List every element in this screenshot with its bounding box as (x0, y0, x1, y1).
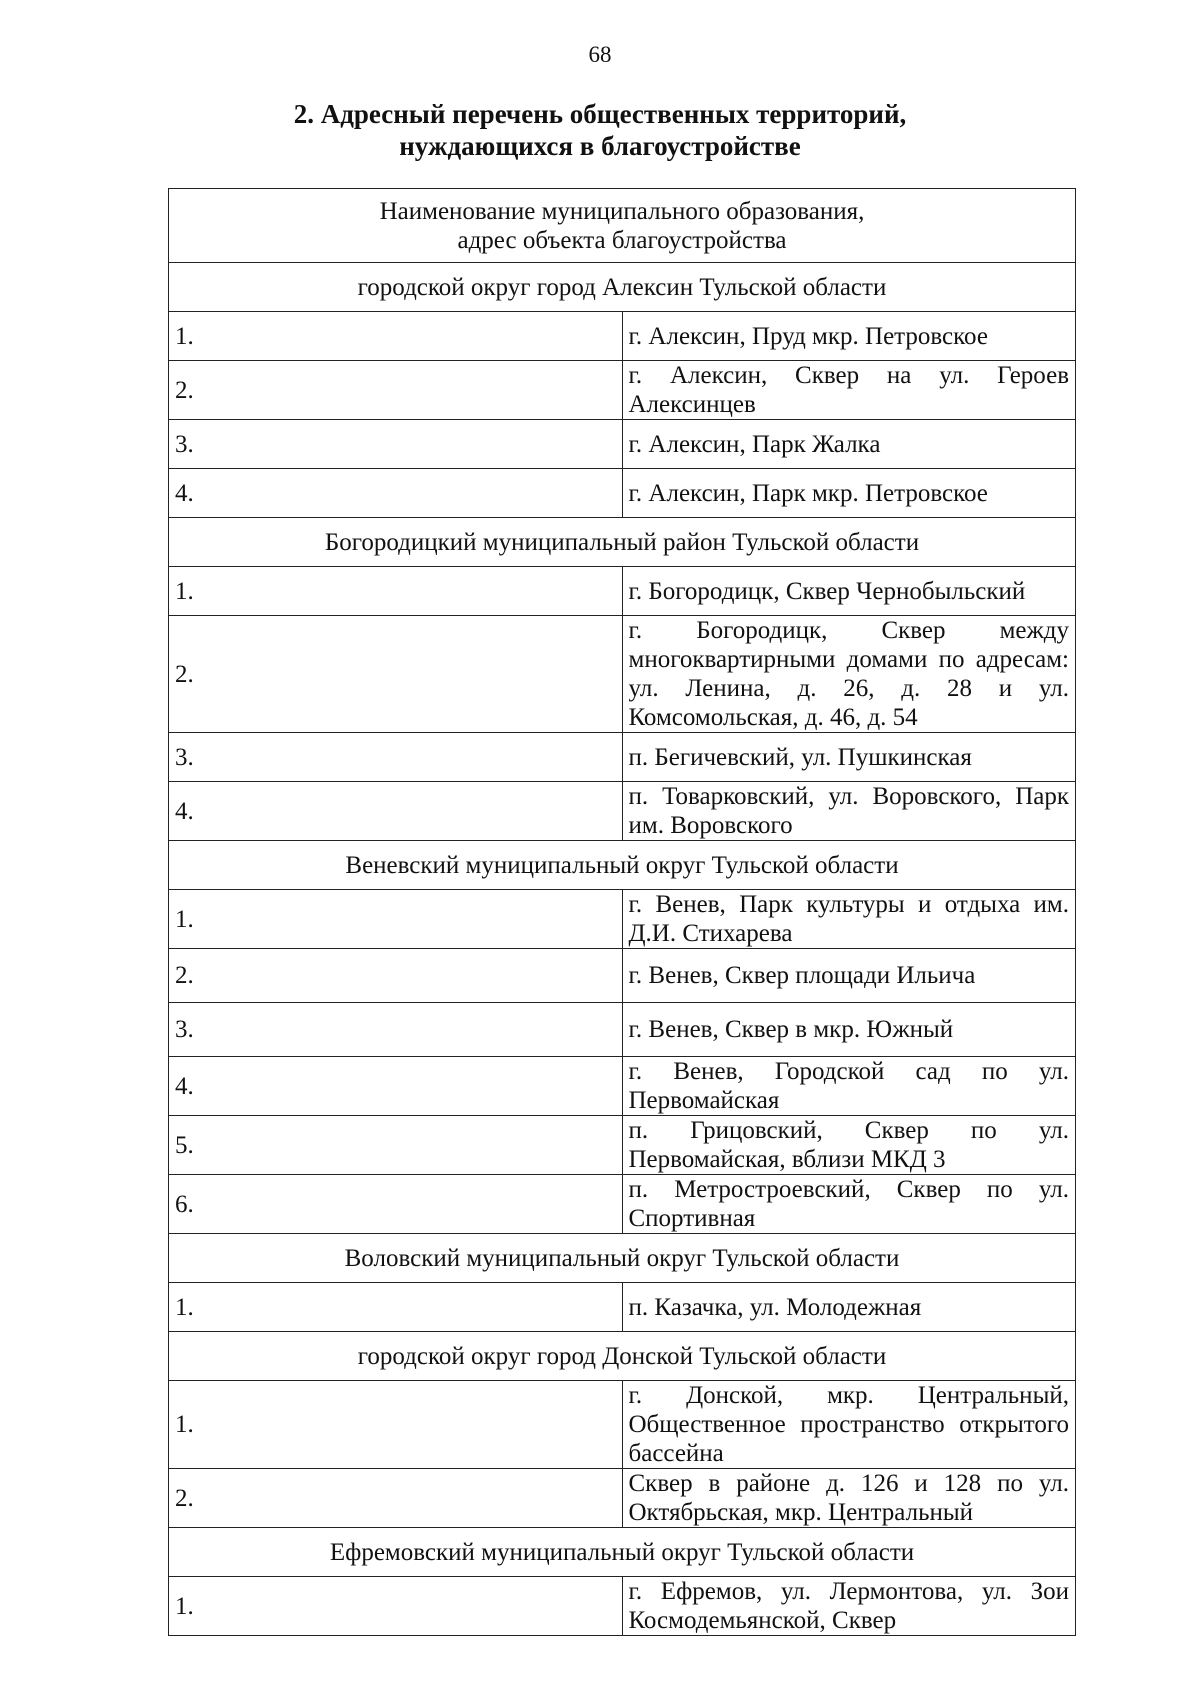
row-address: г. Венев, Сквер площади Ильича (622, 949, 1076, 1003)
row-address: г. Донской, мкр. Центральный, Общественное пространство открытого бассейна (622, 1381, 1076, 1469)
table-row (169, 469, 1076, 518)
table-row (169, 361, 1076, 420)
section-row (169, 518, 1076, 567)
row-address: п. Бегичевский, ул. Пушкинская (622, 733, 1076, 782)
row-address: г. Алексин, Сквер на ул. Героев Алексинцев (622, 361, 1076, 420)
section-row (169, 1234, 1076, 1283)
row-number: 1. (169, 567, 623, 616)
row-address: Сквер в районе д. 126 и 128 по ул. Октябрьская, мкр. Центральный (622, 1469, 1076, 1528)
section-name: Веневский муниципальный округ Тульской области (169, 841, 1076, 890)
row-address: г. Богородицк, Сквер Чернобыльский (622, 567, 1076, 616)
title-line-2: нуждающихся в благоустройстве (399, 131, 801, 161)
page-number: 68 (588, 42, 612, 67)
row-number: 1. (169, 1381, 623, 1469)
row-number: 2. (169, 1469, 623, 1528)
row-number: 6. (169, 1175, 623, 1234)
section-row (169, 1332, 1076, 1381)
table-row (169, 1175, 1076, 1234)
table-header-cell (169, 189, 1076, 263)
row-number: 1. (169, 312, 623, 361)
row-address: г. Венев, Парк культуры и отдыха им. Д.И. Стихарева (622, 890, 1076, 949)
row-address: п. Грицовский, Сквер по ул. Первомайская, вблизи МКД 3 (622, 1116, 1076, 1175)
section-row (169, 841, 1076, 890)
table-row (169, 1283, 1076, 1332)
table-row (169, 567, 1076, 616)
table-row (169, 1003, 1076, 1057)
table-row (169, 616, 1076, 733)
row-number: 2. (169, 949, 623, 1003)
row-number: 3. (169, 733, 623, 782)
address-table (168, 188, 1076, 1636)
row-address: г. Ефремов, ул. Лермонтова, ул. Зои Космодемьянской, Сквер (622, 1577, 1076, 1636)
row-address: п. Казачка, ул. Молодежная (622, 1283, 1076, 1332)
table-row (169, 890, 1076, 949)
row-number: 4. (169, 782, 623, 841)
header-line-1: Наименование муниципального образования, (379, 197, 865, 225)
row-number: 2. (169, 361, 623, 420)
row-address: п. Метростроевский, Сквер по ул. Спортивная (622, 1175, 1076, 1234)
row-number: 4. (169, 469, 623, 518)
row-number: 3. (169, 1003, 623, 1057)
row-address: п. Товарковский, ул. Воровского, Парк им. Воровского (622, 782, 1076, 841)
section-name: Ефремовский муниципальный округ Тульской области (169, 1528, 1076, 1577)
section-row (169, 1528, 1076, 1577)
table-row (169, 1469, 1076, 1528)
row-number: 2. (169, 616, 623, 733)
table-row (169, 1577, 1076, 1636)
row-address: г. Венев, Городской сад по ул. Первомайская (622, 1057, 1076, 1116)
row-address: г. Алексин, Парк мкр. Петровское (622, 469, 1076, 518)
row-address: г. Богородицк, Сквер между многоквартирными домами по адресам: ул. Ленина, д. 26, д. 28 и ул. Комсомольская, д. 46, д. 54 (622, 616, 1076, 733)
row-address: г. Алексин, Парк Жалка (622, 420, 1076, 469)
table-row (169, 312, 1076, 361)
table-row (169, 1381, 1076, 1469)
row-number: 5. (169, 1116, 623, 1175)
row-number: 3. (169, 420, 623, 469)
table-header-row (169, 189, 1076, 263)
header-line-2: адрес объекта благоустройства (457, 226, 787, 254)
row-number: 1. (169, 890, 623, 949)
section-name: городской округ город Алексин Тульской области (169, 263, 1076, 312)
row-number: 4. (169, 1057, 623, 1116)
section-name: Богородицкий муниципальный район Тульской области (169, 518, 1076, 567)
section-name: Воловский муниципальный округ Тульской области (169, 1234, 1076, 1283)
table-row (169, 949, 1076, 1003)
document-title (0, 98, 1200, 162)
row-address: г. Алексин, Пруд мкр. Петровское (622, 312, 1076, 361)
section-name: городской округ город Донской Тульской области (169, 1332, 1076, 1381)
row-address: г. Венев, Сквер в мкр. Южный (622, 1003, 1076, 1057)
table-row (169, 1057, 1076, 1116)
row-number: 1. (169, 1283, 623, 1332)
section-row (169, 263, 1076, 312)
title-line-1: 2. Адресный перечень общественных территорий, (293, 99, 907, 129)
table-row (169, 733, 1076, 782)
table-row (169, 1116, 1076, 1175)
row-number: 1. (169, 1577, 623, 1636)
table-row (169, 420, 1076, 469)
table-row (169, 782, 1076, 841)
